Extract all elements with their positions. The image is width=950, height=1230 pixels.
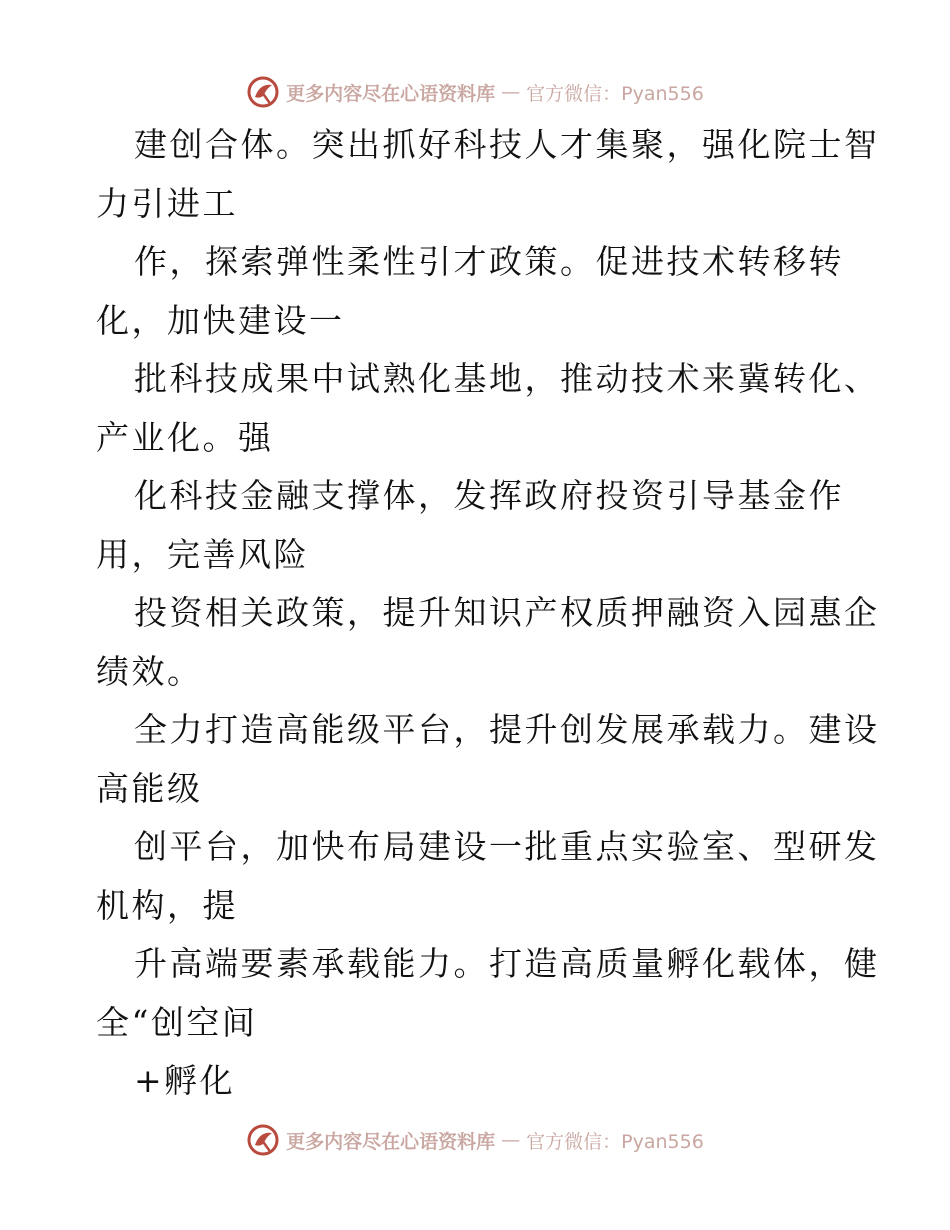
text-line: 用，完善风险 (96, 534, 309, 574)
text-line: +孵化 (134, 1061, 236, 1100)
text-line: 化科技金融支撑体，发挥政府投资引导基金作 (134, 476, 844, 515)
footer-watermark (0, 1120, 950, 1160)
text-line: 力引进工 (96, 183, 238, 223)
text-line: 高能级 (96, 768, 203, 808)
watermark-brand: 更多内容尽在心语资料库 (286, 1130, 496, 1153)
watermark-contact: 官方微信：Pyan556 (526, 82, 704, 105)
text-line: 全力打造高能级平台，提升创发展承载力。建设 (134, 710, 880, 749)
text-line: 全“创空间 (96, 1002, 258, 1042)
watermark-contact: 官方微信：Pyan556 (526, 1130, 704, 1153)
brand-logo-icon (246, 75, 280, 109)
text-line: 产业化。强 (96, 417, 274, 457)
watermark-brand: 更多内容尽在心语资料库 (286, 82, 496, 105)
text-line: 作，探索弹性柔性引才政策。促进技术转移转 (134, 242, 844, 281)
watermark-separator: — (501, 81, 521, 103)
text-line: 化，加快建设一 (96, 300, 345, 340)
brand-logo-icon (246, 1123, 280, 1157)
text-line: 升高端要素承载能力。打造高质量孵化载体，健 (134, 944, 880, 983)
text-line: 创平台，加快布局建设一批重点实验室、型研发 (134, 827, 880, 866)
document-body (96, 116, 880, 1111)
text-line: 建创合体。突出抓好科技人才集聚，强化院士智 (134, 125, 880, 164)
text-line: 投资相关政策，提升知识产权质押融资入园惠企 (134, 593, 880, 632)
watermark-separator: — (501, 1129, 521, 1151)
text-line: 批科技成果中试熟化基地，推动技术来冀转化、 (134, 359, 880, 398)
header-watermark (0, 72, 950, 112)
text-line: 机构，提 (96, 885, 238, 925)
text-line: 绩效。 (96, 651, 203, 691)
